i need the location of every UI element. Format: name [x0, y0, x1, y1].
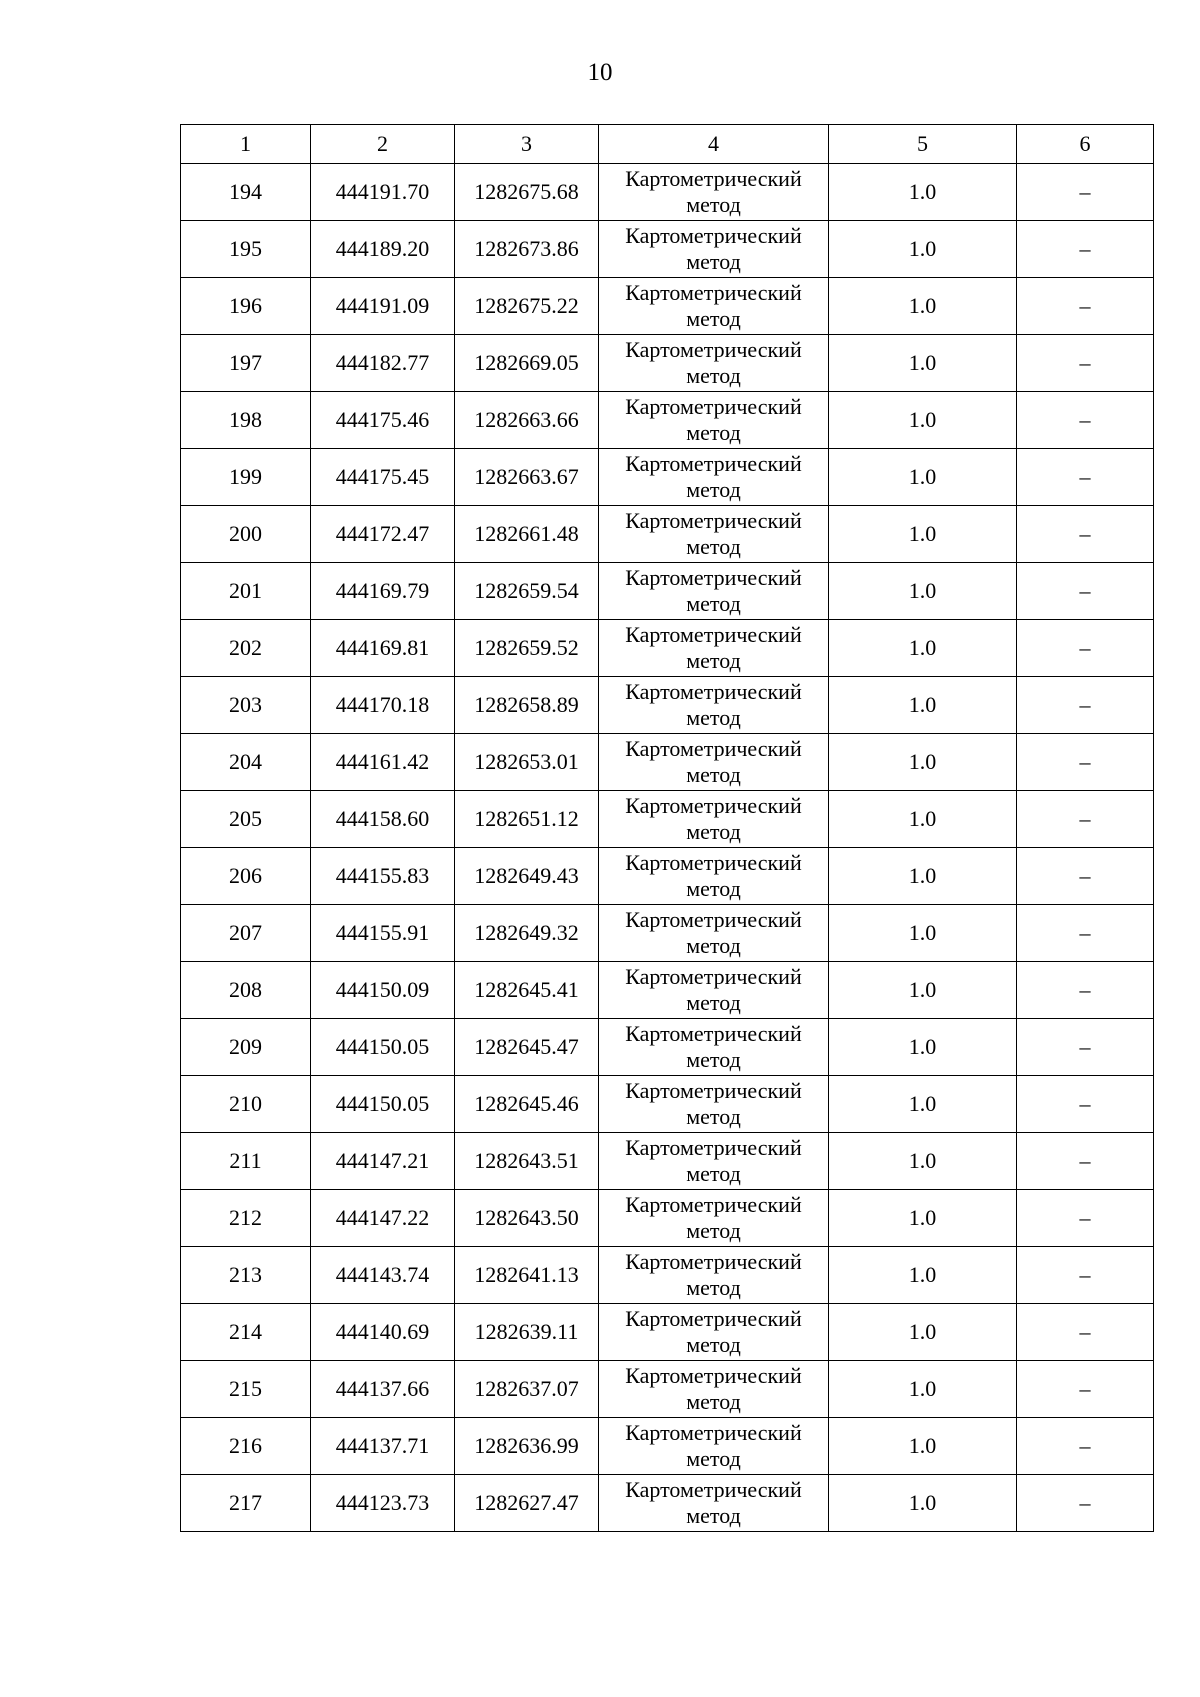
method-line-2: метод	[686, 1218, 741, 1243]
coord-x-cell: 444169.79	[311, 563, 455, 620]
accuracy-cell: 1.0	[829, 1247, 1017, 1304]
method-line-2: метод	[686, 648, 741, 673]
point-number-cell: 212	[181, 1190, 311, 1247]
method-cell	[599, 1418, 829, 1475]
method-line-1: Картометрический	[625, 166, 802, 191]
point-number-cell: 197	[181, 335, 311, 392]
coord-y-cell: 1282663.67	[455, 449, 599, 506]
point-number-cell: 199	[181, 449, 311, 506]
point-number-cell: 217	[181, 1475, 311, 1532]
coord-y-cell: 1282639.11	[455, 1304, 599, 1361]
coord-y-cell: 1282673.86	[455, 221, 599, 278]
table-row	[181, 677, 1154, 734]
coord-x-cell: 444175.46	[311, 392, 455, 449]
accuracy-cell: 1.0	[829, 1475, 1017, 1532]
coord-x-cell: 444170.18	[311, 677, 455, 734]
point-number-cell: 195	[181, 221, 311, 278]
coord-y-cell: 1282663.66	[455, 392, 599, 449]
method-cell	[599, 620, 829, 677]
page-number: 10	[587, 59, 613, 86]
method-line-2: метод	[686, 1104, 741, 1129]
method-line-1: Картометрический	[625, 451, 802, 476]
table-header	[181, 125, 1154, 164]
coord-x-cell: 444137.71	[311, 1418, 455, 1475]
table-row	[181, 905, 1154, 962]
method-line-2: метод	[686, 876, 741, 901]
remark-cell: –	[1017, 335, 1154, 392]
table-row	[181, 1361, 1154, 1418]
table-row	[181, 449, 1154, 506]
method-cell	[599, 1475, 829, 1532]
header-col-5: 5	[829, 125, 1017, 164]
coord-y-cell: 1282661.48	[455, 506, 599, 563]
coord-y-cell: 1282653.01	[455, 734, 599, 791]
method-line-2: метод	[686, 1275, 741, 1300]
coord-y-cell: 1282643.50	[455, 1190, 599, 1247]
coord-y-cell: 1282649.43	[455, 848, 599, 905]
accuracy-cell: 1.0	[829, 734, 1017, 791]
method-line-2: метод	[686, 420, 741, 445]
method-cell	[599, 791, 829, 848]
method-line-1: Картометрический	[625, 223, 802, 248]
coord-y-cell: 1282643.51	[455, 1133, 599, 1190]
coord-x-cell: 444191.70	[311, 164, 455, 221]
table-row	[181, 1076, 1154, 1133]
method-line-2: метод	[686, 363, 741, 388]
method-line-1: Картометрический	[625, 907, 802, 932]
method-cell	[599, 962, 829, 1019]
table-row	[181, 1418, 1154, 1475]
accuracy-cell: 1.0	[829, 677, 1017, 734]
method-line-1: Картометрический	[625, 850, 802, 875]
method-line-1: Картометрический	[625, 679, 802, 704]
point-number-cell: 196	[181, 278, 311, 335]
table-row	[181, 164, 1154, 221]
table-row	[181, 1247, 1154, 1304]
remark-cell: –	[1017, 677, 1154, 734]
method-cell	[599, 563, 829, 620]
method-cell	[599, 1247, 829, 1304]
remark-cell: –	[1017, 1133, 1154, 1190]
method-cell	[599, 1361, 829, 1418]
coord-y-cell: 1282645.41	[455, 962, 599, 1019]
method-line-1: Картометрический	[625, 565, 802, 590]
method-line-2: метод	[686, 591, 741, 616]
method-line-2: метод	[686, 534, 741, 559]
point-number-cell: 204	[181, 734, 311, 791]
point-number-cell: 215	[181, 1361, 311, 1418]
method-line-2: метод	[686, 819, 741, 844]
header-col-4: 4	[599, 125, 829, 164]
method-line-1: Картометрический	[625, 964, 802, 989]
header-col-2: 2	[311, 125, 455, 164]
accuracy-cell: 1.0	[829, 278, 1017, 335]
coord-y-cell: 1282659.52	[455, 620, 599, 677]
coord-y-cell: 1282675.68	[455, 164, 599, 221]
method-line-2: метод	[686, 933, 741, 958]
method-line-1: Картометрический	[625, 1135, 802, 1160]
accuracy-cell: 1.0	[829, 1418, 1017, 1475]
table-row	[181, 506, 1154, 563]
accuracy-cell: 1.0	[829, 1133, 1017, 1190]
point-number-cell: 203	[181, 677, 311, 734]
table-row	[181, 1475, 1154, 1532]
coord-y-cell: 1282675.22	[455, 278, 599, 335]
method-cell	[599, 164, 829, 221]
table-row	[181, 392, 1154, 449]
coord-x-cell: 444169.81	[311, 620, 455, 677]
point-number-cell: 207	[181, 905, 311, 962]
method-line-2: метод	[686, 192, 741, 217]
accuracy-cell: 1.0	[829, 905, 1017, 962]
table-body	[181, 164, 1154, 1532]
coord-y-cell: 1282669.05	[455, 335, 599, 392]
coord-x-cell: 444189.20	[311, 221, 455, 278]
method-cell	[599, 335, 829, 392]
coord-x-cell: 444147.21	[311, 1133, 455, 1190]
coord-x-cell: 444175.45	[311, 449, 455, 506]
method-line-1: Картометрический	[625, 622, 802, 647]
method-cell	[599, 1190, 829, 1247]
remark-cell: –	[1017, 1475, 1154, 1532]
coord-x-cell: 444155.91	[311, 905, 455, 962]
method-line-2: метод	[686, 306, 741, 331]
table-row	[181, 848, 1154, 905]
method-cell	[599, 278, 829, 335]
coord-y-cell: 1282649.32	[455, 905, 599, 962]
point-number-cell: 202	[181, 620, 311, 677]
method-line-2: метод	[686, 1047, 741, 1072]
method-cell	[599, 677, 829, 734]
accuracy-cell: 1.0	[829, 164, 1017, 221]
remark-cell: –	[1017, 1418, 1154, 1475]
point-number-cell: 213	[181, 1247, 311, 1304]
remark-cell: –	[1017, 278, 1154, 335]
method-cell	[599, 1133, 829, 1190]
remark-cell: –	[1017, 1361, 1154, 1418]
coord-y-cell: 1282641.13	[455, 1247, 599, 1304]
coord-x-cell: 444140.69	[311, 1304, 455, 1361]
method-line-2: метод	[686, 1446, 741, 1471]
accuracy-cell: 1.0	[829, 1019, 1017, 1076]
point-number-cell: 201	[181, 563, 311, 620]
method-line-1: Картометрический	[625, 280, 802, 305]
coord-y-cell: 1282659.54	[455, 563, 599, 620]
method-cell	[599, 1019, 829, 1076]
remark-cell: –	[1017, 563, 1154, 620]
point-number-cell: 200	[181, 506, 311, 563]
coord-y-cell: 1282627.47	[455, 1475, 599, 1532]
remark-cell: –	[1017, 791, 1154, 848]
remark-cell: –	[1017, 392, 1154, 449]
method-cell	[599, 449, 829, 506]
table-row	[181, 791, 1154, 848]
table-row	[181, 1190, 1154, 1247]
remark-cell: –	[1017, 620, 1154, 677]
remark-cell: –	[1017, 506, 1154, 563]
point-number-cell: 214	[181, 1304, 311, 1361]
coord-x-cell: 444150.09	[311, 962, 455, 1019]
remark-cell: –	[1017, 905, 1154, 962]
remark-cell: –	[1017, 449, 1154, 506]
method-cell	[599, 905, 829, 962]
remark-cell: –	[1017, 1304, 1154, 1361]
point-number-cell: 208	[181, 962, 311, 1019]
accuracy-cell: 1.0	[829, 335, 1017, 392]
header-col-1: 1	[181, 125, 311, 164]
accuracy-cell: 1.0	[829, 1361, 1017, 1418]
coord-y-cell: 1282636.99	[455, 1418, 599, 1475]
remark-cell: –	[1017, 1190, 1154, 1247]
method-line-1: Картометрический	[625, 1078, 802, 1103]
accuracy-cell: 1.0	[829, 449, 1017, 506]
method-line-1: Картометрический	[625, 793, 802, 818]
remark-cell: –	[1017, 962, 1154, 1019]
coord-x-cell: 444123.73	[311, 1475, 455, 1532]
coord-y-cell: 1282645.46	[455, 1076, 599, 1133]
accuracy-cell: 1.0	[829, 506, 1017, 563]
method-line-1: Картометрический	[625, 1363, 802, 1388]
method-line-2: метод	[686, 990, 741, 1015]
method-line-2: метод	[686, 1332, 741, 1357]
remark-cell: –	[1017, 848, 1154, 905]
method-line-2: метод	[686, 762, 741, 787]
point-number-cell: 211	[181, 1133, 311, 1190]
coord-x-cell: 444137.66	[311, 1361, 455, 1418]
method-cell	[599, 734, 829, 791]
method-line-1: Картометрический	[625, 1420, 802, 1445]
header-row	[181, 125, 1154, 164]
accuracy-cell: 1.0	[829, 1190, 1017, 1247]
coord-x-cell: 444155.83	[311, 848, 455, 905]
point-number-cell: 209	[181, 1019, 311, 1076]
header-col-3: 3	[455, 125, 599, 164]
coord-x-cell: 444150.05	[311, 1076, 455, 1133]
remark-cell: –	[1017, 221, 1154, 278]
coord-y-cell: 1282637.07	[455, 1361, 599, 1418]
coord-x-cell: 444172.47	[311, 506, 455, 563]
accuracy-cell: 1.0	[829, 791, 1017, 848]
coord-x-cell: 444158.60	[311, 791, 455, 848]
accuracy-cell: 1.0	[829, 1304, 1017, 1361]
table-row	[181, 278, 1154, 335]
point-number-cell: 216	[181, 1418, 311, 1475]
table-row	[181, 1133, 1154, 1190]
table-row	[181, 335, 1154, 392]
method-line-1: Картометрический	[625, 1477, 802, 1502]
point-number-cell: 198	[181, 392, 311, 449]
method-line-1: Картометрический	[625, 1249, 802, 1274]
accuracy-cell: 1.0	[829, 392, 1017, 449]
remark-cell: –	[1017, 1019, 1154, 1076]
point-number-cell: 206	[181, 848, 311, 905]
coord-x-cell: 444147.22	[311, 1190, 455, 1247]
accuracy-cell: 1.0	[829, 221, 1017, 278]
accuracy-cell: 1.0	[829, 848, 1017, 905]
method-line-2: метод	[686, 477, 741, 502]
point-number-cell: 205	[181, 791, 311, 848]
remark-cell: –	[1017, 164, 1154, 221]
method-line-2: метод	[686, 1389, 741, 1414]
coord-y-cell: 1282645.47	[455, 1019, 599, 1076]
accuracy-cell: 1.0	[829, 563, 1017, 620]
accuracy-cell: 1.0	[829, 1076, 1017, 1133]
table-row	[181, 620, 1154, 677]
table-row	[181, 734, 1154, 791]
coord-x-cell: 444182.77	[311, 335, 455, 392]
accuracy-cell: 1.0	[829, 620, 1017, 677]
point-number-cell: 210	[181, 1076, 311, 1133]
method-cell	[599, 848, 829, 905]
coord-y-cell: 1282651.12	[455, 791, 599, 848]
table-row	[181, 563, 1154, 620]
method-line-2: метод	[686, 1161, 741, 1186]
method-line-1: Картометрический	[625, 1021, 802, 1046]
accuracy-cell: 1.0	[829, 962, 1017, 1019]
method-line-2: метод	[686, 705, 741, 730]
remark-cell: –	[1017, 734, 1154, 791]
method-line-1: Картометрический	[625, 736, 802, 761]
point-number-cell: 194	[181, 164, 311, 221]
table-row	[181, 962, 1154, 1019]
method-line-1: Картометрический	[625, 508, 802, 533]
coordinates-table	[180, 124, 1154, 1532]
table-row	[181, 1019, 1154, 1076]
coord-x-cell: 444143.74	[311, 1247, 455, 1304]
table-row	[181, 221, 1154, 278]
coord-y-cell: 1282658.89	[455, 677, 599, 734]
method-line-1: Картометрический	[625, 1306, 802, 1331]
method-cell	[599, 392, 829, 449]
method-cell	[599, 506, 829, 563]
header-col-6: 6	[1017, 125, 1154, 164]
coord-x-cell: 444161.42	[311, 734, 455, 791]
remark-cell: –	[1017, 1247, 1154, 1304]
coord-x-cell: 444150.05	[311, 1019, 455, 1076]
method-line-1: Картометрический	[625, 1192, 802, 1217]
method-cell	[599, 221, 829, 278]
method-line-1: Картометрический	[625, 337, 802, 362]
coord-x-cell: 444191.09	[311, 278, 455, 335]
method-cell	[599, 1076, 829, 1133]
remark-cell: –	[1017, 1076, 1154, 1133]
method-line-2: метод	[686, 1503, 741, 1528]
method-line-1: Картометрический	[625, 394, 802, 419]
table-row	[181, 1304, 1154, 1361]
method-line-2: метод	[686, 249, 741, 274]
method-cell	[599, 1304, 829, 1361]
